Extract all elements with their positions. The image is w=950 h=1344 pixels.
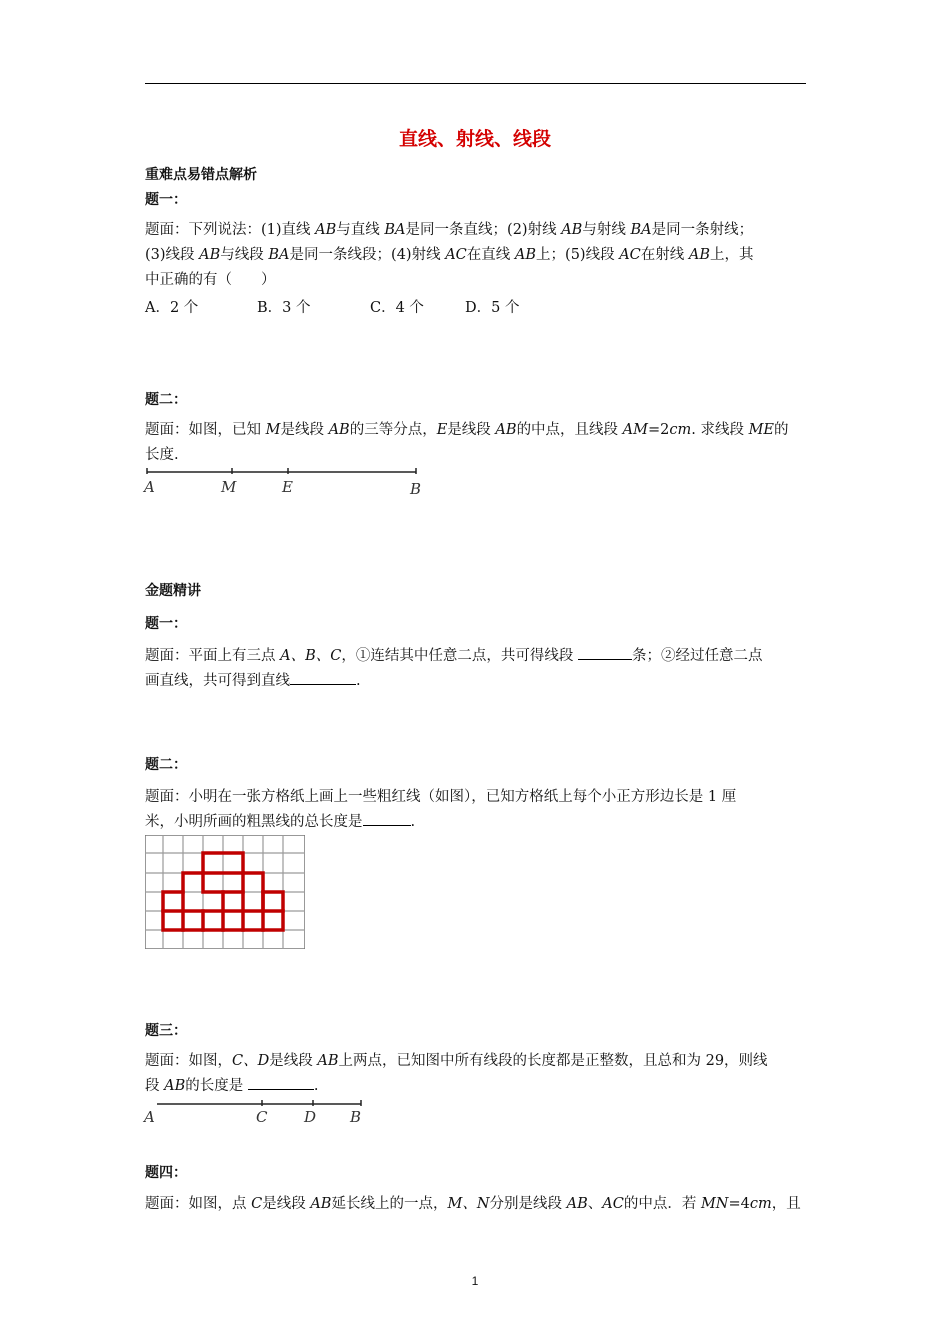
section-heading-1: 重难点易错点解析 <box>145 167 257 183</box>
question-label-2-4: 题四： <box>145 1165 187 1181</box>
answer-options <box>145 296 519 317</box>
option-c[interactable]: C．4 个 <box>370 300 424 316</box>
question-label-2-1: 题一： <box>145 616 187 632</box>
header-rule <box>145 83 806 84</box>
grid-figure <box>145 835 305 949</box>
text-line: (3)线段 AB与线段 BA是同一条线段；(4)射线 AC在直线 AB上；(5)线段 AC在射线 AB上，其 <box>145 247 754 263</box>
question-text-1-1 <box>145 218 810 293</box>
text-line: 题面：平面上有三点 A、B、C，①连结其中任意二点，共可得线段 条；②经过任意二点 <box>145 644 810 669</box>
option-d[interactable]: D．5 个 <box>465 300 520 316</box>
question-label-2-2: 题二： <box>145 757 187 773</box>
question-label-2-3: 题三： <box>145 1023 187 1039</box>
answer-blank[interactable] <box>290 670 356 685</box>
text-line: 长度. <box>145 447 179 463</box>
question-label-1-2: 题二： <box>145 392 187 408</box>
text-line: 题面：如图，已知 M是线段 AB的三等分点，E是线段 AB的中点，且线段 AM=2cm. 求线段 ME的 <box>145 422 789 438</box>
text-line: 段 AB的长度是 . <box>145 1074 810 1099</box>
text-line: 中正确的有（ ） <box>145 272 276 288</box>
answer-blank[interactable] <box>578 645 632 660</box>
point-label-a: A <box>144 478 155 496</box>
answer-blank[interactable] <box>248 1075 314 1090</box>
question-label-1-1: 题一： <box>145 192 187 208</box>
text-line: 题面：如图，点 C是线段 AB延长线上的一点，M、N分别是线段 AB、AC的中点．若 MN=4cm，且 <box>145 1196 801 1212</box>
point-label-a: A <box>144 1108 155 1126</box>
page-number: 1 <box>471 1274 479 1288</box>
point-label-b: B <box>410 480 422 498</box>
segment-figure-acdb <box>140 1096 370 1126</box>
document-title: 直线、射线、线段 <box>398 128 551 150</box>
point-label-d: D <box>304 1108 317 1126</box>
question-text-2-1 <box>145 644 810 694</box>
point-label-b: B <box>350 1108 362 1126</box>
text-line: 画直线，共可得到直线 . <box>145 669 810 694</box>
section-heading-2: 金题精讲 <box>145 583 201 599</box>
point-label-e: E <box>282 478 293 496</box>
question-text-2-4 <box>145 1192 810 1217</box>
text-line: 题面：下列说法：(1)直线 AB与直线 BA是同一条直线；(2)射线 AB与射线 BA是同一条射线； <box>145 222 754 238</box>
text-line: 题面：小明在一张方格纸上画上一些粗红线（如图），已知方格纸上每个小正方形边长是 1 厘 <box>145 789 737 805</box>
point-label-c: C <box>256 1108 268 1126</box>
point-label-m: M <box>221 478 237 496</box>
option-a[interactable]: A．2 个 <box>145 300 199 316</box>
segment-figure-ameb <box>140 462 430 498</box>
option-b[interactable]: B．3 个 <box>257 300 311 316</box>
question-text-2-2 <box>145 785 810 835</box>
text-line: 题面：如图，C、D是线段 AB上两点，已知图中所有线段的长度都是正整数，且总和为 29，则线 <box>145 1053 768 1069</box>
question-text-1-2 <box>145 418 810 468</box>
question-text-2-3 <box>145 1049 810 1099</box>
answer-blank[interactable] <box>363 811 411 826</box>
text-line: 米，小明所画的粗黑线的总长度是 . <box>145 810 810 835</box>
